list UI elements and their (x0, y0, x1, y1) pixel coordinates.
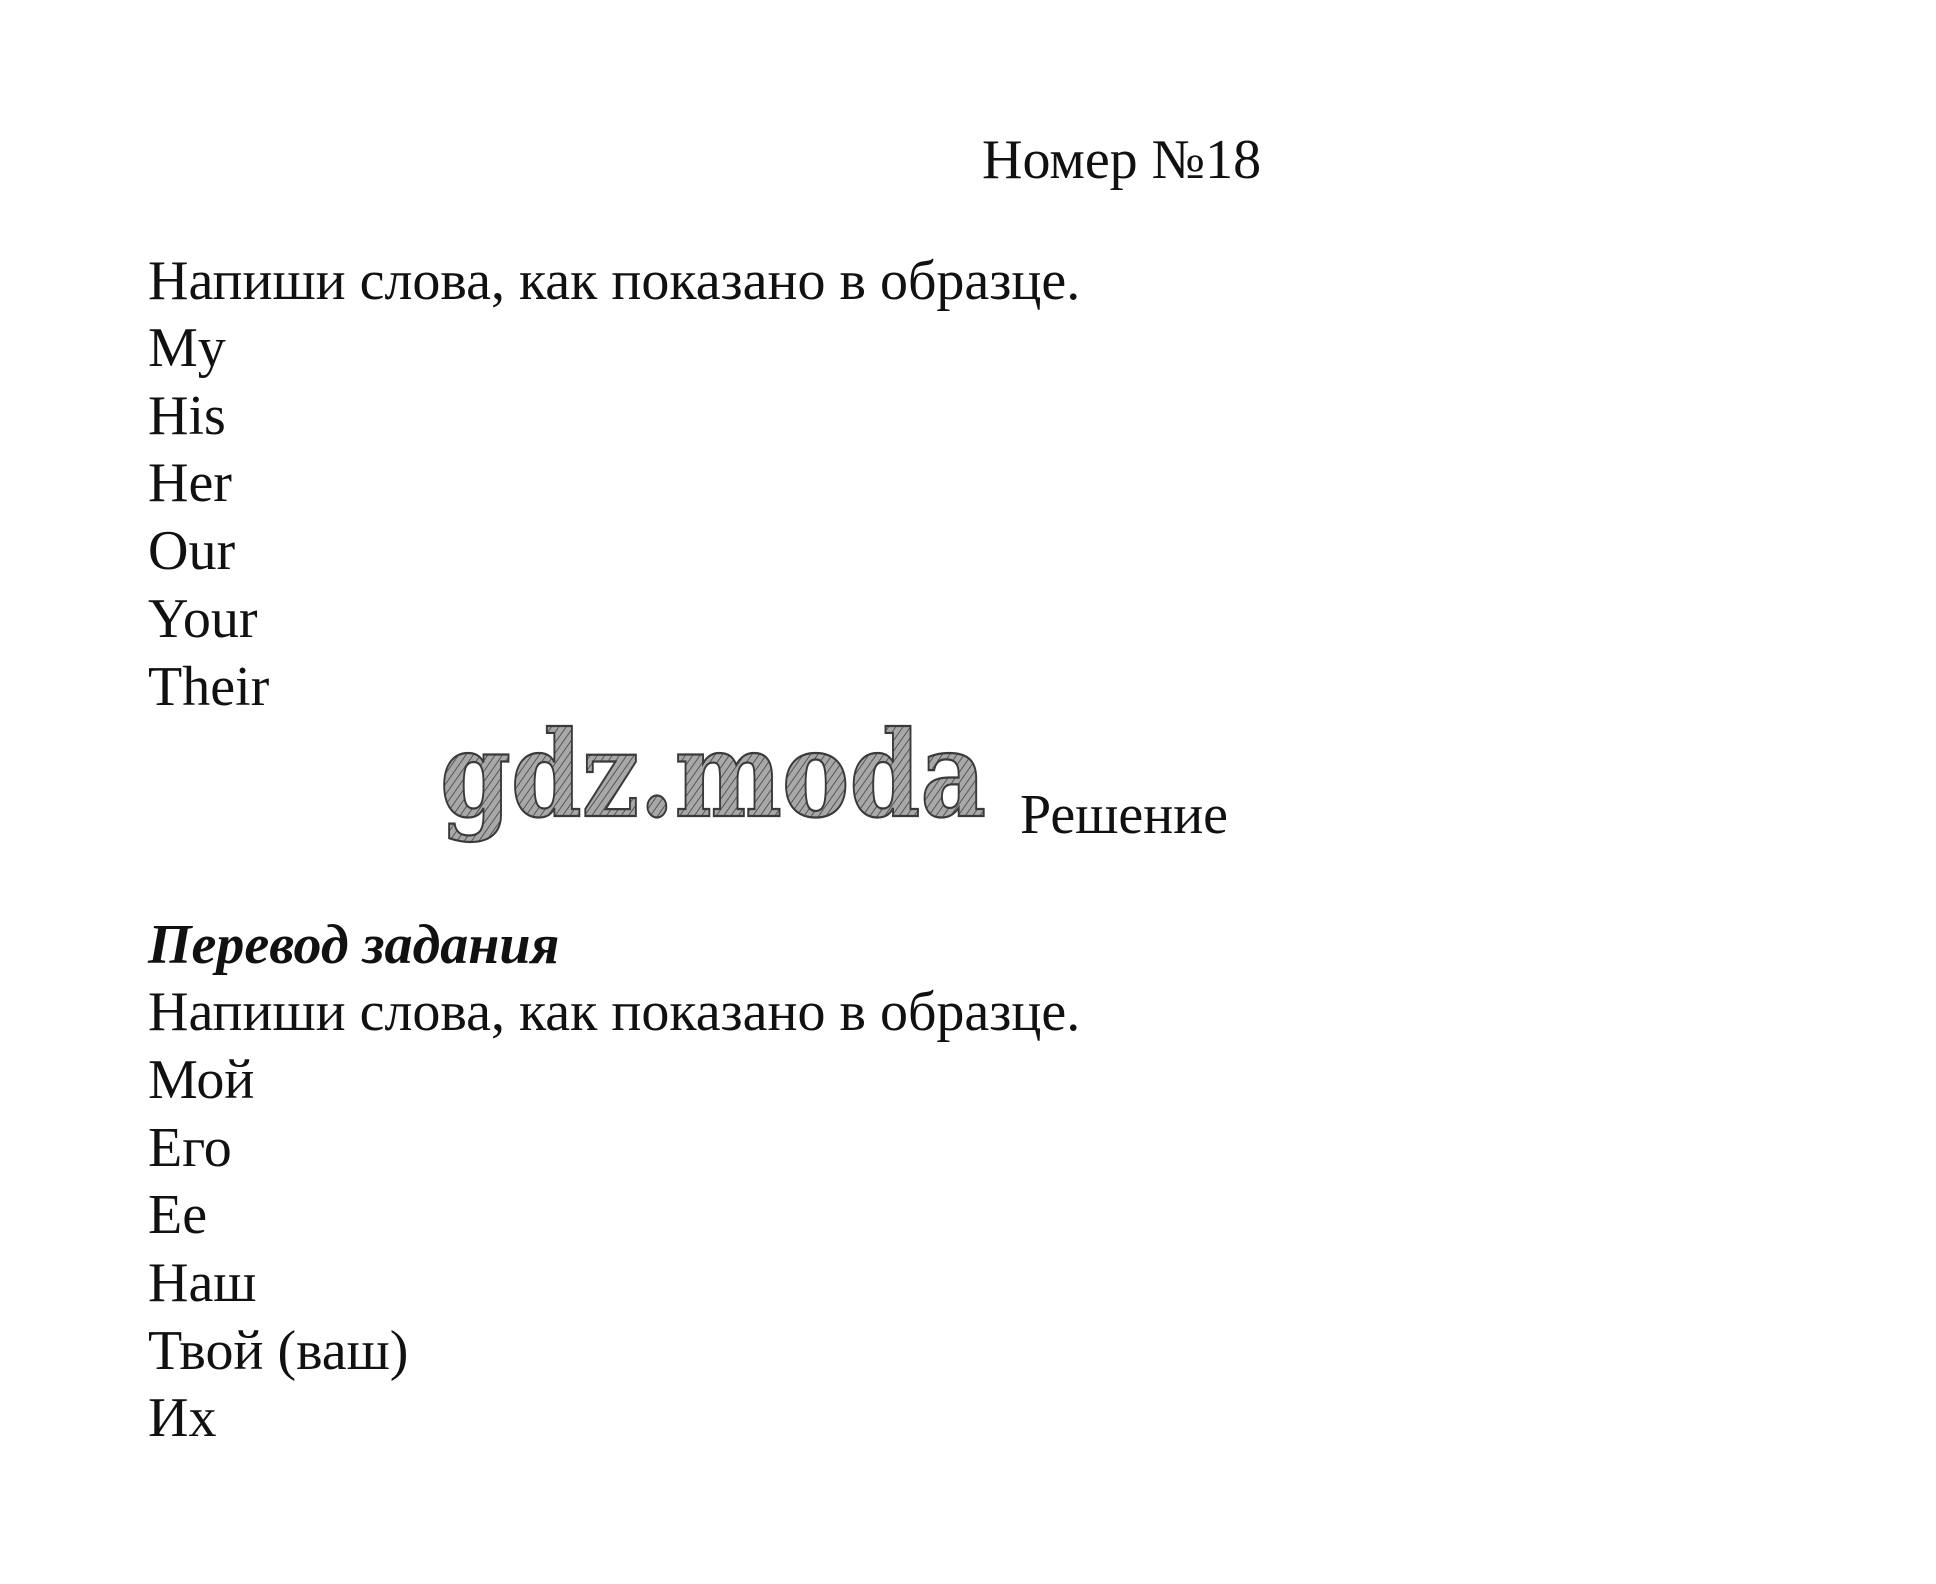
task-word-4: Our (148, 520, 236, 582)
translation-word-4: Наш (148, 1252, 257, 1314)
task-word-5: Your (148, 588, 258, 650)
translation-word-6: Их (148, 1387, 217, 1449)
page-title: Номер №18 (982, 129, 1262, 191)
translation-word-3: Ее (148, 1184, 208, 1246)
task-word-3: Her (148, 452, 232, 514)
translation-word-1: Мой (148, 1049, 255, 1111)
watermark-logo (434, 705, 994, 851)
translation-heading: Перевод задания (148, 914, 560, 976)
translation-word-2: Его (148, 1117, 232, 1179)
task-word-2: His (148, 385, 226, 447)
task-word-1: My (148, 317, 226, 379)
task-word-6: Their (148, 656, 270, 718)
solution-label: Решение (1020, 784, 1229, 846)
watermark-text: gdz.moda (440, 705, 986, 844)
task-instruction: Напиши слова, как показано в образце. (148, 250, 1081, 312)
translation-word-5: Твой (ваш) (148, 1320, 409, 1382)
translation-instruction: Напиши слова, как показано в образце. (148, 981, 1081, 1043)
